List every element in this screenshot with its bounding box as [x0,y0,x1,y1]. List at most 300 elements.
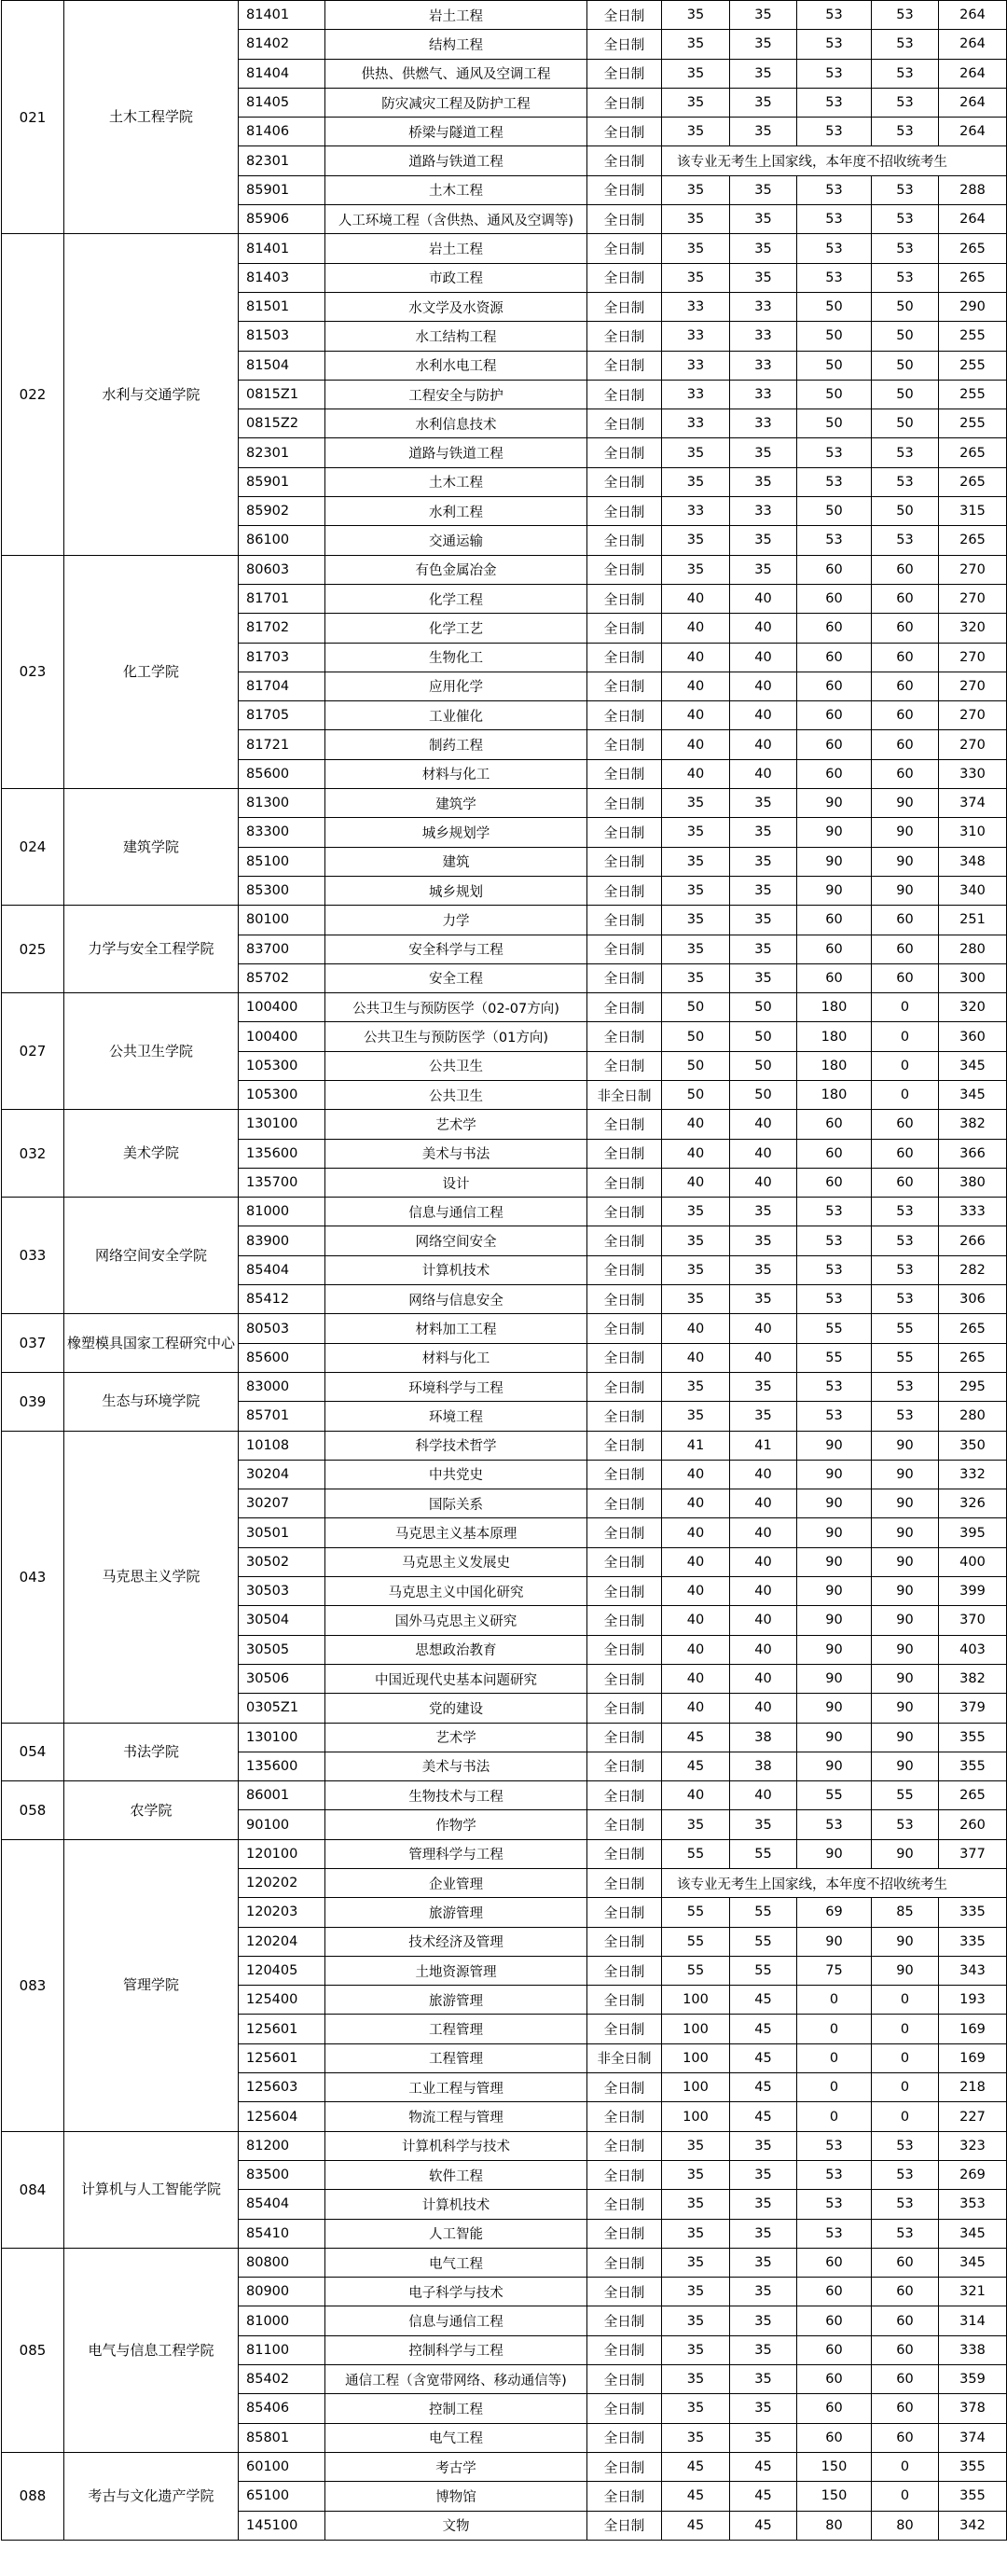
study-mode: 全日制 [587,584,662,613]
score-foreign-language: 40 [730,1343,797,1372]
score-subject-2: 60 [872,963,939,992]
score-subject-1: 150 [797,2452,872,2481]
score-subject-2: 90 [872,1927,939,1956]
score-subject-2: 90 [872,1723,939,1752]
major-name: 美术与书法 [325,1139,587,1168]
score-politics: 35 [662,906,730,935]
score-foreign-language: 35 [730,263,797,292]
score-politics: 45 [662,1723,730,1752]
major-code: 85412 [239,1285,325,1314]
major-code: 130100 [239,1110,325,1139]
major-name: 艺术学 [325,1110,587,1139]
score-subject-2: 60 [872,2423,939,2452]
score-total: 169 [939,2015,1007,2043]
study-mode: 全日制 [587,1518,662,1547]
major-code: 83500 [239,2160,325,2189]
major-code: 85901 [239,467,325,496]
score-total: 335 [939,1898,1007,1927]
study-mode: 全日制 [587,614,662,643]
major-name: 防灾减灾工程及防护工程 [325,88,587,117]
score-subject-1: 53 [797,1372,872,1401]
score-total: 400 [939,1547,1007,1576]
study-mode: 全日制 [587,2190,662,2219]
score-subject-1: 53 [797,526,872,555]
major-code: 81300 [239,789,325,818]
department-code: 022 [2,234,64,555]
score-politics: 35 [662,876,730,905]
score-foreign-language: 35 [730,876,797,905]
score-subject-1: 60 [797,1168,872,1197]
major-code: 105300 [239,1051,325,1080]
score-subject-1: 180 [797,1080,872,1109]
study-mode: 全日制 [587,1723,662,1752]
study-mode: 全日制 [587,1,662,30]
score-subject-2: 0 [872,993,939,1022]
score-politics: 40 [662,1314,730,1343]
major-name: 中共党史 [325,1460,587,1489]
major-name: 控制科学与工程 [325,2335,587,2364]
score-subject-1: 90 [797,1723,872,1752]
score-politics: 35 [662,1402,730,1431]
major-name: 环境科学与工程 [325,1372,587,1401]
major-code: 30506 [239,1664,325,1693]
score-total: 218 [939,2073,1007,2102]
major-name: 电气工程 [325,2248,587,2277]
major-code: 81705 [239,701,325,730]
table-row [2,234,1007,263]
score-total: 265 [939,438,1007,467]
score-subject-1: 53 [797,205,872,234]
table-row [2,1431,1007,1460]
major-name: 人工智能 [325,2219,587,2248]
study-mode: 全日制 [587,2452,662,2481]
major-code: 81100 [239,2335,325,2364]
major-code: 80603 [239,555,325,584]
major-name: 城乡规划学 [325,818,587,847]
score-total: 315 [939,497,1007,526]
score-subject-2: 50 [872,380,939,409]
study-mode: 全日制 [587,59,662,88]
major-name: 旅游管理 [325,1986,587,2015]
score-subject-2: 53 [872,467,939,496]
score-total: 330 [939,759,1007,788]
score-subject-1: 60 [797,643,872,672]
score-total: 255 [939,322,1007,351]
score-politics: 40 [662,1781,730,1810]
score-foreign-language: 33 [730,380,797,409]
score-subject-2: 60 [872,672,939,700]
score-subject-2: 53 [872,263,939,292]
study-mode: 全日制 [587,1372,662,1401]
score-politics: 33 [662,409,730,438]
major-name: 工程管理 [325,2043,587,2072]
score-subject-2: 90 [872,1635,939,1664]
score-politics: 35 [662,555,730,584]
score-subject-1: 53 [797,438,872,467]
score-subject-1: 0 [797,2102,872,2131]
score-total: 280 [939,935,1007,963]
study-mode: 全日制 [587,2219,662,2248]
major-code: 85701 [239,1402,325,1431]
study-mode: 全日制 [587,1022,662,1051]
study-mode: 全日制 [587,1986,662,2015]
major-code: 130100 [239,1723,325,1752]
study-mode: 全日制 [587,30,662,59]
department-code: 083 [2,1839,64,2131]
score-total: 345 [939,2219,1007,2248]
major-code: 85901 [239,175,325,204]
score-total: 350 [939,1431,1007,1460]
study-mode: 全日制 [587,1635,662,1664]
major-code: 81503 [239,322,325,351]
major-name: 环境工程 [325,1402,587,1431]
study-mode: 全日制 [587,146,662,175]
major-name: 建筑学 [325,789,587,818]
score-total: 306 [939,1285,1007,1314]
major-code: 81704 [239,672,325,700]
score-subject-2: 0 [872,2073,939,2102]
major-name: 桥梁与隧道工程 [325,118,587,146]
study-mode: 全日制 [587,467,662,496]
major-code: 120100 [239,1839,325,1868]
score-subject-2: 90 [872,847,939,876]
score-subject-1: 60 [797,2306,872,2335]
score-total: 377 [939,1839,1007,1868]
score-total: 343 [939,1956,1007,1985]
table-row [2,1110,1007,1139]
major-code: 81000 [239,1198,325,1226]
major-code: 85801 [239,2423,325,2452]
score-politics: 40 [662,1139,730,1168]
study-mode: 全日制 [587,876,662,905]
study-mode: 全日制 [587,2482,662,2511]
department-name: 考古与文化遗产学院 [64,2452,239,2540]
study-mode: 全日制 [587,1051,662,1080]
score-total: 335 [939,1927,1007,1956]
score-subject-1: 0 [797,2073,872,2102]
major-name: 交通运输 [325,526,587,555]
major-code: 85702 [239,963,325,992]
major-name: 计算机技术 [325,2190,587,2219]
score-politics: 35 [662,2131,730,2160]
score-total: 265 [939,1343,1007,1372]
study-mode: 全日制 [587,322,662,351]
major-code: 145100 [239,2511,325,2540]
major-name: 公共卫生 [325,1080,587,1109]
score-subject-1: 90 [797,1664,872,1693]
department-code: 037 [2,1314,64,1373]
score-subject-2: 0 [872,2102,939,2131]
major-code: 125400 [239,1986,325,2015]
score-subject-2: 0 [872,1022,939,1051]
major-code: 81405 [239,88,325,117]
major-code: 85902 [239,497,325,526]
score-politics: 41 [662,1431,730,1460]
department-name: 美术学院 [64,1110,239,1198]
score-politics: 40 [662,1489,730,1518]
score-total: 227 [939,2102,1007,2131]
score-politics: 40 [662,1547,730,1576]
score-total: 264 [939,205,1007,234]
study-mode: 全日制 [587,1460,662,1489]
score-politics: 40 [662,643,730,672]
table-row [2,1314,1007,1343]
score-total: 326 [939,1489,1007,1518]
score-subject-2: 53 [872,1810,939,1839]
score-subject-2: 60 [872,2335,939,2364]
score-subject-2: 60 [872,1110,939,1139]
score-subject-2: 60 [872,730,939,759]
score-foreign-language: 35 [730,2335,797,2364]
major-name: 计算机技术 [325,1255,587,1284]
major-code: 81200 [239,2131,325,2160]
score-foreign-language: 40 [730,1547,797,1576]
score-subject-2: 90 [872,876,939,905]
study-mode: 全日制 [587,1606,662,1635]
score-subject-1: 50 [797,351,872,380]
score-foreign-language: 40 [730,672,797,700]
score-politics: 33 [662,380,730,409]
study-mode: 全日制 [587,1314,662,1343]
score-foreign-language: 35 [730,1226,797,1255]
score-subject-2: 0 [872,2482,939,2511]
study-mode: 全日制 [587,847,662,876]
score-total: 270 [939,672,1007,700]
score-foreign-language: 35 [730,2160,797,2189]
score-subject-1: 60 [797,555,872,584]
score-subject-2: 90 [872,1839,939,1868]
score-total: 310 [939,818,1007,847]
score-foreign-language: 35 [730,2423,797,2452]
major-code: 83700 [239,935,325,963]
major-name: 道路与铁道工程 [325,438,587,467]
major-code: 105300 [239,1080,325,1109]
department-name: 网络空间安全学院 [64,1198,239,1314]
score-foreign-language: 40 [730,1489,797,1518]
score-subject-2: 90 [872,1460,939,1489]
major-name: 马克思主义发展史 [325,1547,587,1576]
score-subject-1: 50 [797,292,872,321]
score-total: 374 [939,789,1007,818]
major-name: 考古学 [325,2452,587,2481]
major-name: 工业催化 [325,701,587,730]
score-subject-2: 53 [872,1372,939,1401]
study-mode: 全日制 [587,1694,662,1723]
study-mode: 全日制 [587,2278,662,2306]
score-total: 300 [939,963,1007,992]
score-subject-1: 90 [797,1694,872,1723]
score-subject-2: 50 [872,409,939,438]
major-name: 公共卫生与预防医学（02-07方向) [325,993,587,1022]
score-politics: 35 [662,2278,730,2306]
score-politics: 35 [662,59,730,88]
score-foreign-language: 38 [730,1723,797,1752]
score-total: 359 [939,2365,1007,2394]
score-subject-1: 53 [797,88,872,117]
major-name: 国际关系 [325,1489,587,1518]
score-politics: 35 [662,2394,730,2423]
score-subject-1: 90 [797,1752,872,1780]
study-mode: 全日制 [587,906,662,935]
table-row [2,2452,1007,2481]
score-politics: 35 [662,1226,730,1255]
study-mode: 全日制 [587,2131,662,2160]
score-foreign-language: 35 [730,467,797,496]
study-mode: 全日制 [587,1198,662,1226]
score-subject-1: 90 [797,1839,872,1868]
score-subject-1: 53 [797,30,872,59]
major-name: 文物 [325,2511,587,2540]
score-politics: 35 [662,2219,730,2248]
score-total: 280 [939,1402,1007,1431]
major-name: 化学工程 [325,584,587,613]
score-total: 320 [939,614,1007,643]
major-code: 82301 [239,146,325,175]
score-subject-2: 53 [872,88,939,117]
score-politics: 35 [662,467,730,496]
score-subject-1: 0 [797,2043,872,2072]
major-code: 80900 [239,2278,325,2306]
score-subject-2: 60 [872,614,939,643]
study-mode: 全日制 [587,2160,662,2189]
score-subject-2: 80 [872,2511,939,2540]
score-total: 321 [939,2278,1007,2306]
score-total: 370 [939,1606,1007,1635]
major-name: 设计 [325,1168,587,1197]
study-mode: 全日制 [587,438,662,467]
score-subject-2: 60 [872,759,939,788]
score-foreign-language: 35 [730,789,797,818]
score-subject-2: 53 [872,2190,939,2219]
score-subject-1: 0 [797,2015,872,2043]
table-row [2,993,1007,1022]
study-mode: 全日制 [587,1285,662,1314]
score-politics: 35 [662,438,730,467]
score-subject-1: 90 [797,1547,872,1576]
study-mode: 全日制 [587,351,662,380]
score-subject-1: 50 [797,497,872,526]
study-mode: 全日制 [587,2511,662,2540]
score-foreign-language: 40 [730,1139,797,1168]
major-name: 安全科学与工程 [325,935,587,963]
score-politics: 100 [662,2073,730,2102]
major-code: 0815Z1 [239,380,325,409]
score-total: 340 [939,876,1007,905]
score-subject-1: 90 [797,789,872,818]
score-foreign-language: 35 [730,2190,797,2219]
score-subject-2: 60 [872,555,939,584]
score-politics: 50 [662,1051,730,1080]
score-subject-2: 53 [872,1,939,30]
major-name: 作物学 [325,1810,587,1839]
department-code: 025 [2,906,64,993]
score-foreign-language: 40 [730,643,797,672]
major-name: 中国近现代史基本问题研究 [325,1664,587,1693]
score-subject-1: 60 [797,963,872,992]
score-total: 338 [939,2335,1007,2364]
score-politics: 40 [662,730,730,759]
major-code: 85100 [239,847,325,876]
major-name: 水工结构工程 [325,322,587,351]
study-mode: 全日制 [587,1547,662,1576]
score-subject-1: 60 [797,2394,872,2423]
score-foreign-language: 33 [730,292,797,321]
study-mode: 全日制 [587,672,662,700]
table-row [2,906,1007,935]
score-politics: 40 [662,1635,730,1664]
score-subject-1: 53 [797,1255,872,1284]
score-subject-2: 90 [872,1518,939,1547]
department-name: 公共卫生学院 [64,993,239,1110]
major-name: 水文学及水资源 [325,292,587,321]
major-code: 80100 [239,906,325,935]
major-code: 81404 [239,59,325,88]
score-subject-1: 90 [797,1489,872,1518]
score-subject-1: 60 [797,906,872,935]
major-name: 网络空间安全 [325,1226,587,1255]
score-total: 360 [939,1022,1007,1051]
major-name: 结构工程 [325,30,587,59]
score-politics: 35 [662,1285,730,1314]
major-name: 建筑 [325,847,587,876]
major-code: 120405 [239,1956,325,1985]
study-mode: 全日制 [587,292,662,321]
study-mode: 全日制 [587,497,662,526]
major-code: 125603 [239,2073,325,2102]
study-mode: 全日制 [587,2015,662,2043]
score-foreign-language: 35 [730,1285,797,1314]
score-subject-2: 90 [872,1664,939,1693]
score-politics: 40 [662,1694,730,1723]
department-code: 032 [2,1110,64,1198]
score-subject-1: 55 [797,1781,872,1810]
score-subject-2: 90 [872,1956,939,1985]
score-foreign-language: 35 [730,847,797,876]
score-foreign-language: 35 [730,205,797,234]
score-subject-2: 60 [872,701,939,730]
major-name: 水利水电工程 [325,351,587,380]
major-name: 马克思主义中国化研究 [325,1577,587,1606]
major-name: 通信工程（含宽带网络、移动通信等) [325,2365,587,2394]
major-name: 管理科学与工程 [325,1839,587,1868]
study-mode: 全日制 [587,1431,662,1460]
score-subject-2: 0 [872,2452,939,2481]
major-code: 85402 [239,2365,325,2394]
major-name: 水利工程 [325,497,587,526]
score-subject-2: 90 [872,789,939,818]
score-subject-1: 90 [797,1606,872,1635]
score-subject-1: 90 [797,818,872,847]
study-mode: 全日制 [587,2365,662,2394]
score-foreign-language: 50 [730,1080,797,1109]
score-foreign-language: 35 [730,59,797,88]
score-politics: 40 [662,701,730,730]
major-code: 135600 [239,1139,325,1168]
study-mode: 全日制 [587,526,662,555]
major-name: 信息与通信工程 [325,2306,587,2335]
score-foreign-language: 55 [730,1927,797,1956]
score-total: 193 [939,1986,1007,2015]
score-foreign-language: 40 [730,1577,797,1606]
major-name: 旅游管理 [325,1898,587,1927]
no-admission-note: 该专业无考生上国家线，本年度不招收统考生 [662,146,1007,175]
study-mode: 全日制 [587,1956,662,1985]
table-row [2,1781,1007,1810]
major-code: 30501 [239,1518,325,1547]
score-politics: 35 [662,205,730,234]
score-politics: 40 [662,1664,730,1693]
score-foreign-language: 40 [730,1694,797,1723]
